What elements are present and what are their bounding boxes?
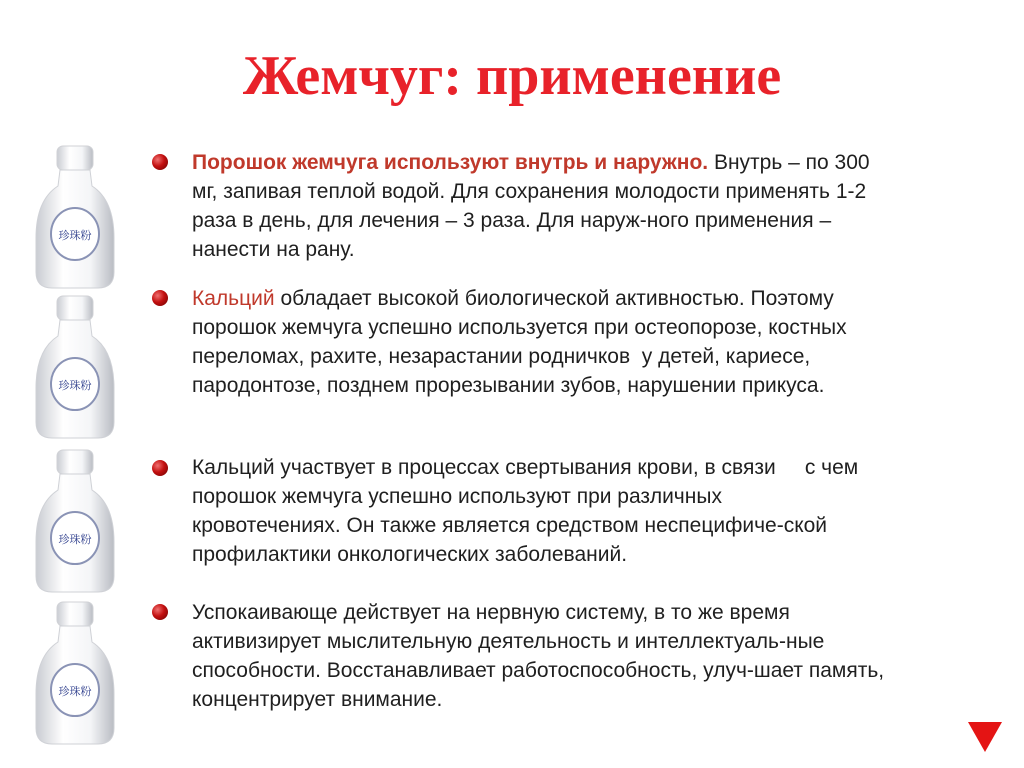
page-title: Жемчуг: применение <box>242 45 782 107</box>
item-text: Кальций участвует в процессах свертывания крови, в связи с чем порошок жемчуга успешно используют при различных кровотечениях. Он также является средством неспецифиче-ской профилактики онкологических заболеваний. <box>192 456 859 566</box>
pearl-powder-bottle-icon <box>30 292 120 442</box>
bottle-label-text: 珍珠粉 <box>58 685 92 698</box>
list-item <box>192 598 992 714</box>
item-text: Внутрь – по 300 мг, запивая теплой водой. Для сохранения молодости применять 1-2 раза в день, для лечения – 3 раза. Для наруж-ного применения – нанести на рану. <box>192 151 870 261</box>
pearl-powder-bottle-icon <box>30 446 120 596</box>
item-text: Успокаивающе действует на нервную систему, в то же время активизирует мыслительную деятельность и интеллектуаль-ные способности. Восстанавливает работоспособность, улуч-шает память, концентрирует внимание. <box>192 601 885 711</box>
pearl-powder-bottle-icon <box>30 598 120 748</box>
item-highlight: Порошок жемчуга используют внутрь и наружно. <box>192 151 709 174</box>
bottle-label-text: 珍珠粉 <box>58 379 92 392</box>
bottle-label-text: 珍珠粉 <box>58 229 92 242</box>
list-item <box>192 284 992 400</box>
list-item <box>192 453 992 569</box>
bottle-label-text: 珍珠粉 <box>58 533 92 546</box>
pearl-powder-bottle-icon <box>30 142 120 292</box>
list-item <box>192 148 992 264</box>
bullet-icon <box>152 290 168 306</box>
item-highlight: Кальций <box>192 287 275 310</box>
bullet-icon <box>152 154 168 170</box>
item-text: обладает высокой биологической активностью. Поэтому порошок жемчуга успешно используется при остеопорозе, костных переломах, рахите, незарастании родничков у детей, кариесе, пародонтозе, позднем прорезывании зубов, нарушении прикуса. <box>192 287 847 397</box>
bullet-icon <box>152 460 168 476</box>
bullet-icon <box>152 604 168 620</box>
triangle-down-icon[interactable] <box>968 722 1002 752</box>
